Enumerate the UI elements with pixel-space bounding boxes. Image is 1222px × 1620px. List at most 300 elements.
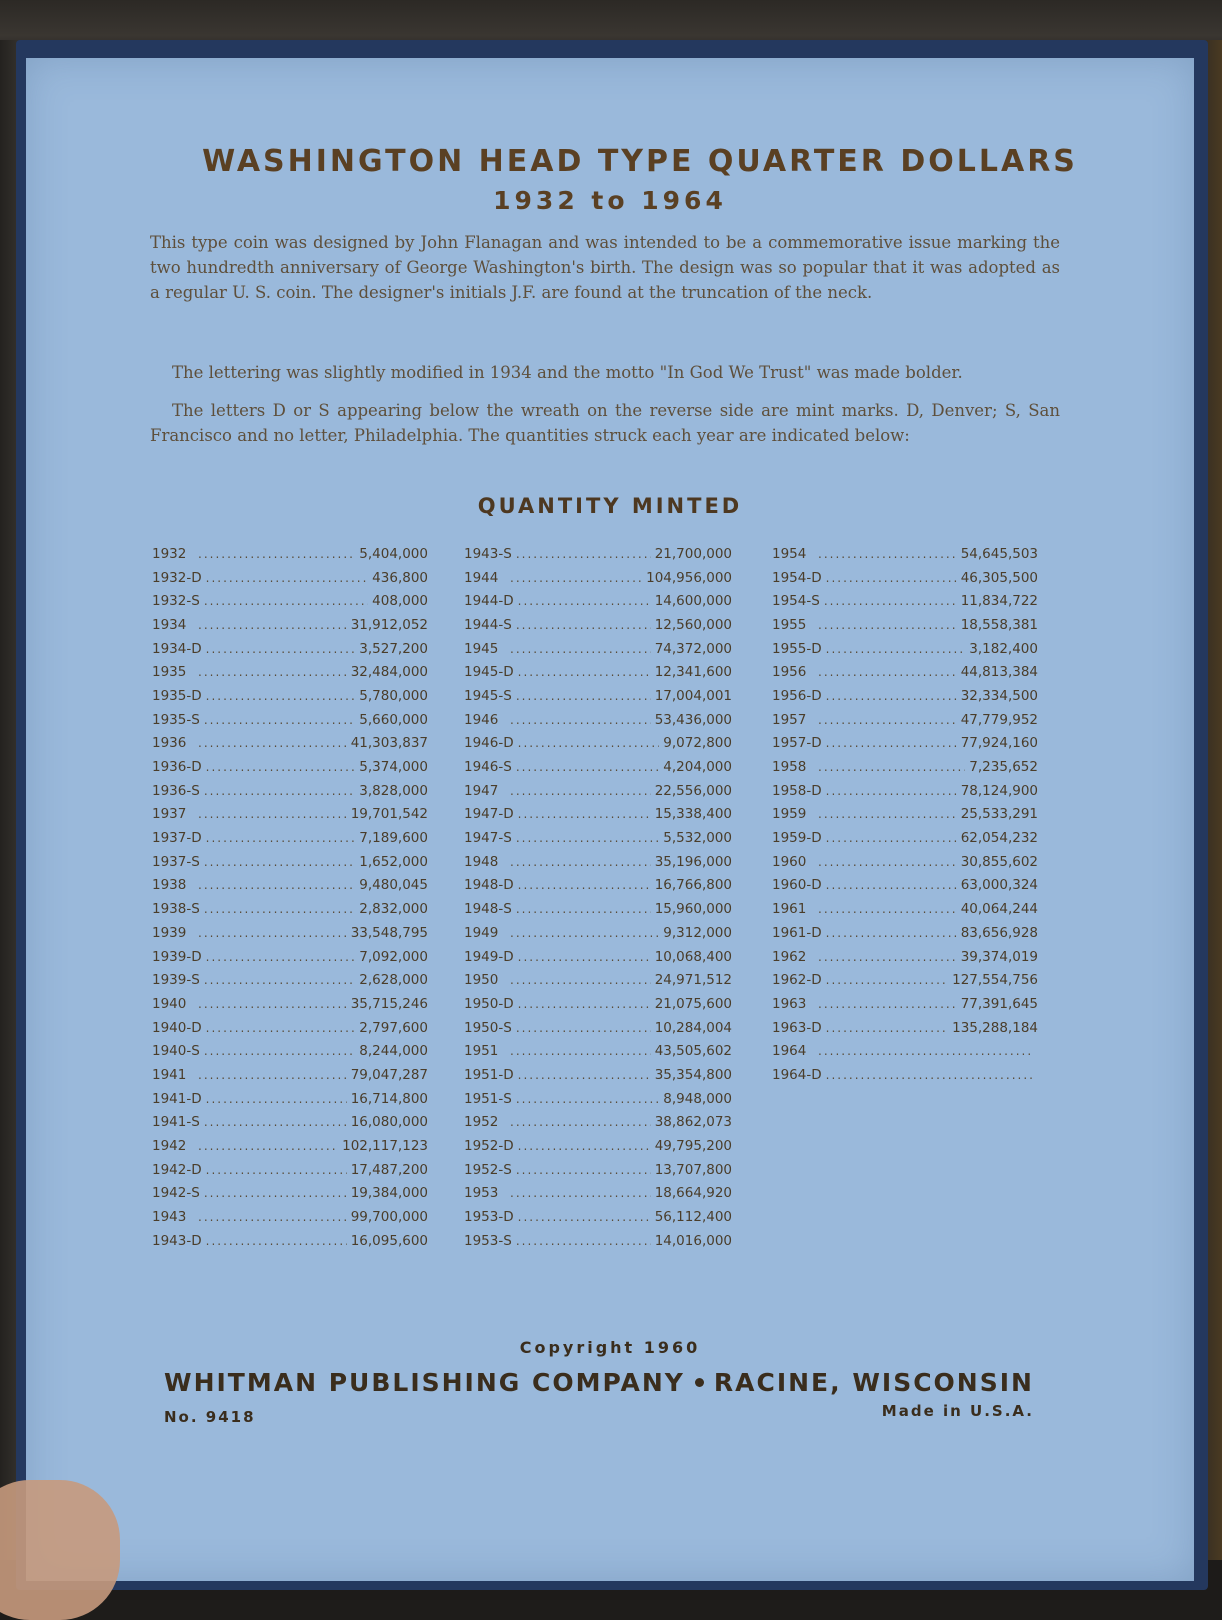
thumb-holding-album [0, 1480, 120, 1620]
dot-leader [204, 902, 355, 916]
dot-leader [818, 902, 957, 916]
mintage-quantity: 78,124,900 [960, 782, 1038, 799]
mintage-quantity: 1,652,000 [359, 853, 428, 870]
mintage-year: 1954-D [772, 569, 822, 586]
mintage-row [152, 684, 428, 708]
dot-leader [204, 973, 355, 987]
dot-leader [510, 784, 651, 798]
mintage-year: 1935 [152, 664, 187, 681]
mintage-row [152, 1016, 428, 1040]
dot-leader [818, 997, 957, 1011]
mintage-quantity: 44,813,384 [960, 664, 1038, 681]
mintage-row [772, 921, 1038, 945]
mintage-year: 1947 [464, 782, 499, 799]
mintage-quantity: 3,527,200 [359, 640, 428, 657]
mintage-row [464, 992, 732, 1016]
mintage-year: 1948-S [464, 901, 512, 918]
mintage-quantity: 102,117,123 [342, 1138, 428, 1155]
mintage-row [772, 874, 1038, 898]
mintage-quantity: 8,948,000 [663, 1090, 732, 1107]
mintage-quantity: 15,960,000 [654, 901, 732, 918]
lettering-paragraph: The lettering was slightly modified in 1934 and the motto "In God We Trust" was made bolder. [172, 363, 963, 382]
mintage-year: 1963-D [772, 1019, 822, 1036]
mintage-row [772, 708, 1038, 732]
mintage-row [772, 613, 1038, 637]
mintage-row [152, 1158, 428, 1182]
mintage-quantity: 436,800 [372, 569, 428, 586]
publisher-name: WHITMAN PUBLISHING COMPANY [164, 1368, 685, 1397]
dot-leader [198, 878, 355, 892]
mintage-year: 1957-D [772, 735, 822, 752]
mintage-quantity: 77,924,160 [960, 735, 1038, 752]
mintage-row [464, 1229, 732, 1253]
mintage-row [152, 732, 428, 756]
mintage-row [152, 968, 428, 992]
quantity-minted-heading: QUANTITY MINTED [477, 494, 743, 518]
mintage-row [772, 732, 1038, 756]
mintage-row [152, 897, 428, 921]
mintage-row [772, 755, 1038, 779]
mintage-year: 1937-S [152, 853, 200, 870]
dot-leader [516, 1163, 651, 1177]
dot-leader [516, 760, 659, 774]
dot-leader [818, 665, 957, 679]
dot-leader [518, 807, 651, 821]
mintage-quantity: 7,092,000 [359, 948, 428, 965]
mintage-quantity: 9,480,045 [359, 877, 428, 894]
mintage-year: 1941-D [152, 1090, 202, 1107]
dot-leader [826, 831, 957, 845]
mintage-quantity: 8,244,000 [359, 1043, 428, 1060]
mintage-row [464, 660, 732, 684]
mintage-year: 1964-D [772, 1066, 822, 1083]
dot-leader [826, 736, 957, 750]
dot-leader [818, 760, 965, 774]
mintage-row [464, 589, 732, 613]
mint-marks-paragraph: The letters D or S appearing below the wreath on the reverse side are mint marks. D, Denver; S, San Francisco and no letter, Philadelphia. The quantities struck each year are indicated below: [150, 401, 1060, 445]
mintage-year: 1936-S [152, 782, 200, 799]
mintage-row [464, 732, 732, 756]
mintage-quantity: 5,780,000 [359, 687, 428, 704]
mintage-row [152, 1063, 428, 1087]
dot-leader [198, 736, 347, 750]
mintage-row [152, 637, 428, 661]
mintage-row [772, 542, 1038, 566]
intro-paragraph: This type coin was designed by John Flanagan and was intended to be a commemorative issue marking the two hundredth anniversary of George Washington's birth. The design was so popular that it was adopted as a regular U. S. coin. The designer's initials J.F. are found at the truncation of the neck. [150, 233, 1060, 302]
mintage-row [464, 1111, 732, 1135]
mintage-year: 1961 [772, 901, 807, 918]
mintage-row [152, 1134, 428, 1158]
mintage-year: 1935-S [152, 711, 200, 728]
mintage-year: 1932 [152, 545, 187, 562]
mintage-quantity: 21,075,600 [654, 995, 732, 1012]
mintage-row [464, 566, 732, 590]
mintage-year: 1948-D [464, 877, 514, 894]
dot-leader [510, 973, 651, 987]
mintage-quantity: 14,600,000 [654, 593, 732, 610]
mintage-row [772, 826, 1038, 850]
dot-leader [204, 1044, 355, 1058]
mintage-row [152, 755, 428, 779]
mintage-row [772, 850, 1038, 874]
mintage-row [464, 1039, 732, 1063]
mintage-row [464, 708, 732, 732]
mintage-row [464, 684, 732, 708]
mintage-quantity: 19,701,542 [350, 806, 428, 823]
mintage-row [152, 803, 428, 827]
mintage-column-1 [152, 542, 428, 1253]
mintage-quantity: 33,548,795 [350, 924, 428, 941]
mintage-quantity: 2,797,600 [359, 1019, 428, 1036]
mintage-year: 1944-D [464, 593, 514, 610]
mintage-row [772, 968, 1038, 992]
mintage-quantity: 77,391,645 [960, 995, 1038, 1012]
mintage-row [152, 945, 428, 969]
mintage-quantity: 62,054,232 [960, 830, 1038, 847]
mintage-row [152, 1182, 428, 1206]
mintage-year: 1938 [152, 877, 187, 894]
mintage-quantity: 49,795,200 [654, 1138, 732, 1155]
mintage-quantity: 15,338,400 [654, 806, 732, 823]
dot-leader [206, 1092, 347, 1106]
dot-leader [206, 1163, 347, 1177]
mintage-row [772, 803, 1038, 827]
mintage-row [152, 826, 428, 850]
mintage-quantity: 35,354,800 [654, 1066, 732, 1083]
bullet-separator-icon [695, 1378, 704, 1387]
mintage-quantity: 40,064,244 [960, 901, 1038, 918]
dot-leader [518, 736, 660, 750]
mintage-quantity: 39,374,019 [960, 948, 1038, 965]
mintage-year: 1934-D [152, 640, 202, 657]
mintage-quantity: 38,862,073 [654, 1114, 732, 1131]
dot-leader [826, 689, 957, 703]
dot-leader [518, 950, 651, 964]
dot-leader [826, 642, 966, 656]
mintage-quantity: 56,112,400 [654, 1209, 732, 1226]
mintage-year: 1936 [152, 735, 187, 752]
mintage-year: 1945-D [464, 664, 514, 681]
mintage-row [772, 1063, 1038, 1087]
mintage-column-3 [772, 542, 1038, 1087]
mintage-row [152, 921, 428, 945]
mintage-year: 1951-D [464, 1066, 514, 1083]
mintage-row [464, 1016, 732, 1040]
mintage-quantity: 32,484,000 [350, 664, 428, 681]
mintage-quantity: 46,305,500 [960, 569, 1038, 586]
dot-leader [818, 547, 957, 561]
mintage-year: 1964 [772, 1043, 807, 1060]
dot-leader [206, 1021, 356, 1035]
mintage-year: 1941-S [152, 1114, 200, 1131]
dot-leader [826, 926, 957, 940]
dot-leader [818, 950, 957, 964]
page-title: WASHINGTON HEAD TYPE QUARTER DOLLARS [202, 144, 1078, 179]
mintage-row [152, 1039, 428, 1063]
dot-leader [198, 1139, 338, 1153]
album-back-panel [26, 58, 1194, 1581]
mintage-quantity: 16,095,600 [350, 1232, 428, 1249]
dot-leader [510, 1115, 651, 1129]
mintage-quantity: 53,436,000 [654, 711, 732, 728]
mintage-row [152, 660, 428, 684]
mintage-year: 1950-D [464, 995, 514, 1012]
mintage-year: 1940 [152, 995, 187, 1012]
mintage-row [772, 637, 1038, 661]
mintage-quantity: 3,828,000 [359, 782, 428, 799]
dot-leader [516, 618, 651, 632]
mintage-row [464, 803, 732, 827]
mintage-quantity: 10,068,400 [654, 948, 732, 965]
mintage-row [772, 566, 1038, 590]
mintage-year: 1959-D [772, 830, 822, 847]
mintage-row [464, 779, 732, 803]
mintage-year: 1949 [464, 924, 499, 941]
mintage-column-2 [464, 542, 732, 1253]
mintage-row [772, 1039, 1038, 1063]
dot-leader [206, 1234, 347, 1248]
mintage-quantity: 79,047,287 [350, 1066, 428, 1083]
mintage-quantity: 99,700,000 [350, 1209, 428, 1226]
copyright-notice: Copyright 1960 [519, 1338, 701, 1357]
mintage-quantity: 12,341,600 [654, 664, 732, 681]
mintage-year: 1951 [464, 1043, 499, 1060]
mintage-year: 1947-S [464, 830, 512, 847]
dot-leader [818, 618, 957, 632]
mintage-year: 1945 [464, 640, 499, 657]
dot-leader [516, 831, 659, 845]
mintage-quantity: 14,016,000 [654, 1232, 732, 1249]
mintage-year: 1958-D [772, 782, 822, 799]
mintage-year: 1955 [772, 616, 807, 633]
dot-leader [818, 1044, 1034, 1058]
mintage-year: 1952-D [464, 1138, 514, 1155]
mintage-quantity: 35,196,000 [654, 853, 732, 870]
mintage-quantity: 9,072,800 [663, 735, 732, 752]
mintage-year: 1939-D [152, 948, 202, 965]
mintage-quantity: 22,556,000 [654, 782, 732, 799]
mintage-year: 1963 [772, 995, 807, 1012]
mintage-quantity: 104,956,000 [646, 569, 732, 586]
dot-leader [510, 713, 651, 727]
mintage-year: 1952 [464, 1114, 499, 1131]
mintage-quantity: 5,404,000 [359, 545, 428, 562]
dot-leader [206, 950, 356, 964]
dot-leader [818, 855, 957, 869]
dot-leader [826, 571, 957, 585]
mintage-quantity: 2,832,000 [359, 901, 428, 918]
dot-leader [826, 1021, 948, 1035]
dot-leader [198, 926, 347, 940]
mintage-year: 1947-D [464, 806, 514, 823]
dot-leader [510, 642, 651, 656]
mintage-row [464, 945, 732, 969]
mintage-year: 1950-S [464, 1019, 512, 1036]
mintage-year: 1942-S [152, 1185, 200, 1202]
dot-leader [510, 1044, 651, 1058]
mintage-quantity: 54,645,503 [960, 545, 1038, 562]
mintage-row [152, 708, 428, 732]
mintage-year: 1953-S [464, 1232, 512, 1249]
mintage-row [464, 755, 732, 779]
mintage-row [464, 874, 732, 898]
mintage-year: 1932-S [152, 593, 200, 610]
dot-leader [204, 784, 355, 798]
page-subtitle: 1932 to 1964 [493, 186, 727, 215]
mintage-year: 1946-D [464, 735, 514, 752]
dot-leader [198, 547, 355, 561]
mintage-year: 1939 [152, 924, 187, 941]
dot-leader [518, 878, 651, 892]
dot-leader [826, 1068, 1034, 1082]
mintage-year: 1932-D [152, 569, 202, 586]
dot-leader [206, 831, 356, 845]
dot-leader [818, 713, 957, 727]
mintage-row [772, 945, 1038, 969]
mintage-year: 1959 [772, 806, 807, 823]
mintage-quantity: 5,374,000 [359, 759, 428, 776]
mintage-quantity: 25,533,291 [960, 806, 1038, 823]
dot-leader [204, 1115, 347, 1129]
mintage-year: 1942 [152, 1138, 187, 1155]
mintage-year: 1961-D [772, 924, 822, 941]
mintage-quantity: 19,384,000 [350, 1185, 428, 1202]
mintage-year: 1943-S [464, 545, 512, 562]
mintage-quantity: 43,505,602 [654, 1043, 732, 1060]
mintage-year: 1950 [464, 972, 499, 989]
dot-leader [516, 1234, 651, 1248]
mintage-year: 1941 [152, 1066, 187, 1083]
dot-leader [516, 1092, 659, 1106]
mintage-row [152, 589, 428, 613]
made-in-label: Made in U.S.A. [881, 1402, 1034, 1420]
mintage-quantity: 24,971,512 [654, 972, 732, 989]
mintage-year: 1945-S [464, 687, 512, 704]
mintage-row [772, 684, 1038, 708]
dot-leader [516, 902, 651, 916]
mintage-quantity: 74,372,000 [654, 640, 732, 657]
mintage-quantity: 16,080,000 [350, 1114, 428, 1131]
dot-leader [198, 997, 347, 1011]
mintage-year: 1949-D [464, 948, 514, 965]
mintage-quantity: 17,487,200 [350, 1161, 428, 1178]
dot-leader [510, 571, 642, 585]
mintage-row [772, 779, 1038, 803]
mintage-row [152, 1111, 428, 1135]
mintage-quantity: 17,004,001 [654, 687, 732, 704]
dot-leader [206, 689, 356, 703]
mintage-row [464, 850, 732, 874]
mintage-year: 1956-D [772, 687, 822, 704]
mintage-quantity: 408,000 [372, 593, 428, 610]
mintage-quantity: 135,288,184 [952, 1019, 1038, 1036]
dot-leader [516, 547, 651, 561]
mintage-quantity: 35,715,246 [350, 995, 428, 1012]
dot-leader [510, 1186, 651, 1200]
mintage-quantity: 16,714,800 [350, 1090, 428, 1107]
dot-leader [824, 594, 957, 608]
mintage-year: 1934 [152, 616, 187, 633]
mintage-quantity: 7,235,652 [969, 759, 1038, 776]
mintage-year: 1939-S [152, 972, 200, 989]
dot-leader [516, 1021, 651, 1035]
mintage-quantity: 9,312,000 [663, 924, 732, 941]
dot-leader [206, 571, 369, 585]
dot-leader [198, 665, 347, 679]
dot-leader [826, 784, 957, 798]
mintage-quantity: 5,660,000 [359, 711, 428, 728]
mintage-year: 1962 [772, 948, 807, 965]
mintage-row [464, 826, 732, 850]
catalog-number: No. 9418 [164, 1408, 256, 1426]
mintage-row [152, 779, 428, 803]
mintage-row [464, 637, 732, 661]
mintage-row [152, 992, 428, 1016]
mintage-row [464, 1205, 732, 1229]
dot-leader [516, 689, 651, 703]
mintage-year: 1944-S [464, 616, 512, 633]
mintage-year: 1954-S [772, 593, 820, 610]
mintage-year: 1960-D [772, 877, 822, 894]
mintage-year: 1937-D [152, 830, 202, 847]
mintage-quantity: 32,334,500 [960, 687, 1038, 704]
dot-leader [198, 1210, 347, 1224]
mintage-quantity: 41,303,837 [350, 735, 428, 752]
mintage-row [464, 542, 732, 566]
mintage-row [464, 897, 732, 921]
mintage-quantity: 4,204,000 [663, 759, 732, 776]
dot-leader [510, 926, 659, 940]
dot-leader [198, 807, 347, 821]
dot-leader [206, 642, 356, 656]
mintage-year: 1940-S [152, 1043, 200, 1060]
dot-leader [518, 594, 651, 608]
mintage-year: 1955-D [772, 640, 822, 657]
mintage-row [152, 542, 428, 566]
mintage-year: 1958 [772, 759, 807, 776]
mintage-quantity: 5,532,000 [663, 830, 732, 847]
mintage-quantity: 31,912,052 [350, 616, 428, 633]
dot-leader [818, 807, 957, 821]
mintage-year: 1935-D [152, 687, 202, 704]
dot-leader [206, 760, 356, 774]
mintage-row [152, 566, 428, 590]
mintage-quantity: 30,855,602 [960, 853, 1038, 870]
mintage-year: 1952-S [464, 1161, 512, 1178]
mintage-quantity: 12,560,000 [654, 616, 732, 633]
mintage-row [464, 1063, 732, 1087]
mintage-row [772, 992, 1038, 1016]
mintage-row [152, 850, 428, 874]
mintage-row [464, 1087, 732, 1111]
mintage-row [772, 1016, 1038, 1040]
mintage-year: 1937 [152, 806, 187, 823]
mintage-year: 1948 [464, 853, 499, 870]
publisher-location: RACINE, WISCONSIN [713, 1368, 1034, 1397]
mintage-row [152, 613, 428, 637]
mintage-row [464, 1182, 732, 1206]
mintage-row [464, 1158, 732, 1182]
dot-leader [518, 1139, 651, 1153]
mintage-quantity: 13,707,800 [654, 1161, 732, 1178]
mintage-row [464, 613, 732, 637]
mintage-year: 1936-D [152, 759, 202, 776]
mintage-quantity: 21,700,000 [654, 545, 732, 562]
mintage-quantity: 7,189,600 [359, 830, 428, 847]
mintage-year: 1940-D [152, 1019, 202, 1036]
mintage-quantity: 18,558,381 [960, 616, 1038, 633]
mintage-quantity: 10,284,004 [654, 1019, 732, 1036]
